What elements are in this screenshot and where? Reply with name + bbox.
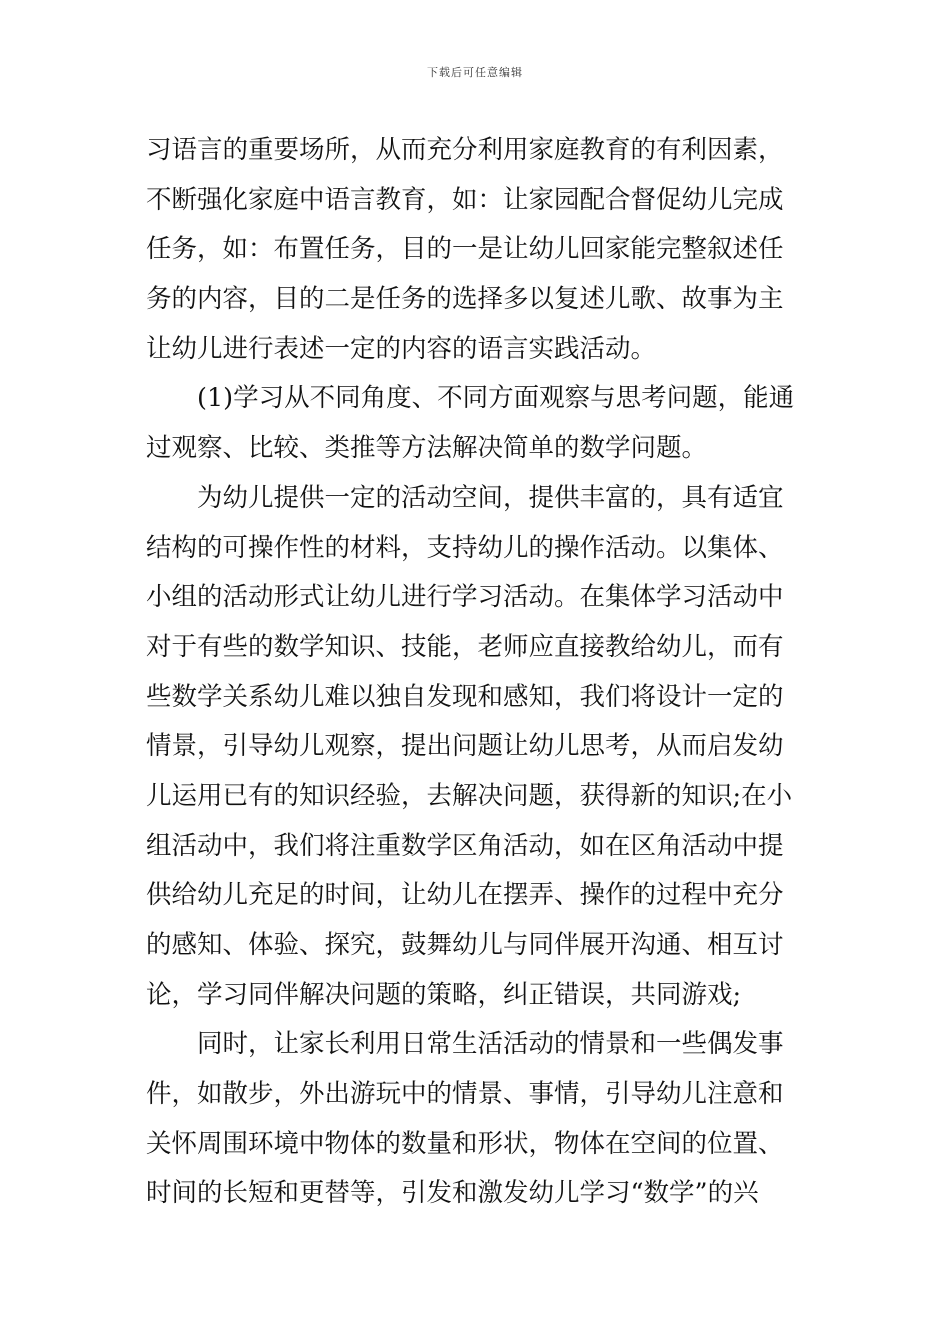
text-line: 件，如散步，外出游玩中的情景、事情，引导幼儿注意和 — [146, 1079, 784, 1110]
text-line: 让幼儿进行表述一定的内容的语言实践活动。 — [146, 333, 657, 364]
text-line: 儿运用已有的知识经验，去解决问题，获得新的知识;在小 — [146, 780, 793, 811]
text-line: 习语言的重要场所，从而充分利用家庭教育的有利因素， — [146, 135, 784, 165]
text-line: 务的内容，目的二是任务的选择多以复述儿歌、故事为主 — [146, 284, 784, 315]
text-line: 组活动中，我们将注重数学区角活动，如在区角活动中提 — [146, 830, 784, 861]
text-line: 对于有些的数学知识、技能，老师应直接教给幼儿，而有 — [146, 631, 784, 662]
text-line: 同时，让家长利用日常生活活动的情景和一些偶发事 — [197, 1029, 784, 1060]
text-line: 供给幼儿充足的时间，让幼儿在摆弄、操作的过程中充分 — [146, 880, 784, 911]
text-line: 过观察、比较、类推等方法解决简单的数学问题。 — [146, 433, 708, 464]
text-line: 不断强化家庭中语言教育，如：让家园配合督促幼儿完成 — [146, 184, 784, 215]
text-line: 结构的可操作性的材料，支持幼儿的操作活动。以集体、 — [146, 532, 784, 563]
text-line: 论，学习同伴解决问题的策略，纠正错误，共同游戏; — [146, 979, 742, 1010]
page-header: 下载后可任意编辑 — [427, 66, 523, 79]
text-line: 关怀周围环境中物体的数量和形状，物体在空间的位置、 — [146, 1128, 784, 1159]
text-line: 任务，如：布置任务，目的一是让幼儿回家能完整叙述任 — [146, 234, 784, 265]
text-line: 情景，引导幼儿观察，提出问题让幼儿思考，从而启发幼 — [146, 731, 784, 762]
text-line: (1)学习从不同角度、不同方面观察与思考问题，能通 — [197, 383, 795, 414]
body-text — [146, 126, 806, 1219]
text-line: 小组的活动形式让幼儿进行学习活动。在集体学习活动中 — [146, 582, 784, 613]
text-line: 些数学关系幼儿难以独自发现和感知，我们将设计一定的 — [146, 681, 784, 712]
text-line: 的感知、体验、探究，鼓舞幼儿与同伴展开沟通、相互讨 — [146, 930, 784, 960]
text-line: 为幼儿提供一定的活动空间，提供丰富的，具有适宜 — [197, 482, 784, 513]
text-line: 时间的长短和更替等，引发和激发幼儿学习“数学”的兴 — [146, 1178, 759, 1209]
